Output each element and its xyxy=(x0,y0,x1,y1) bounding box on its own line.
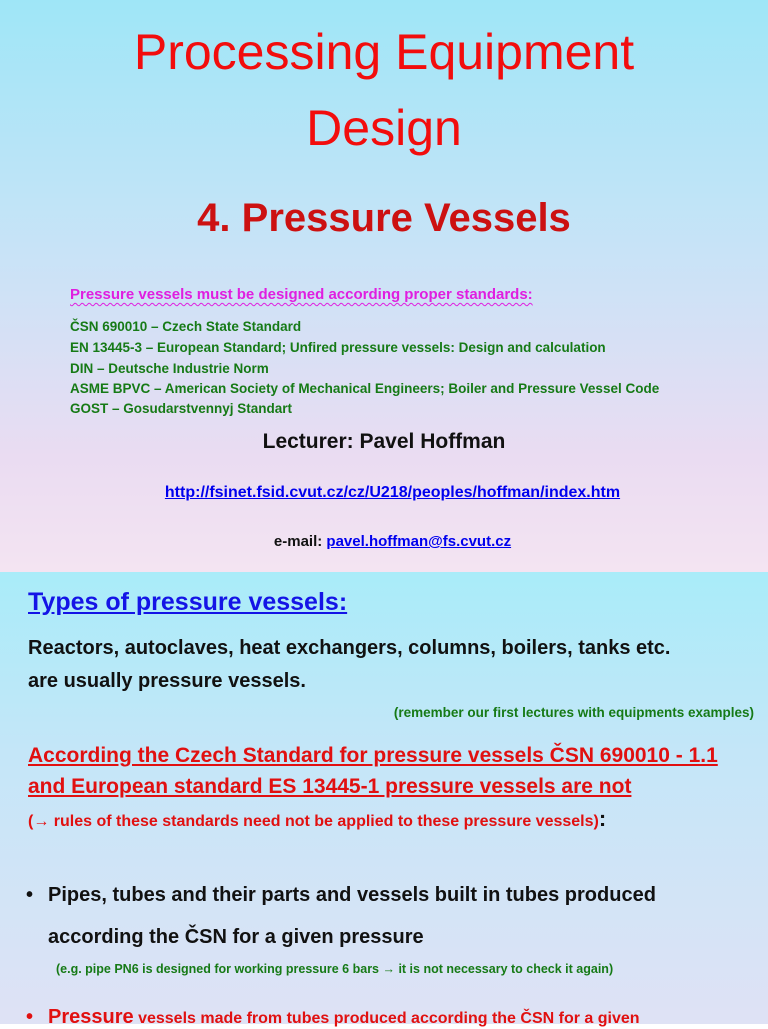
standard-exemption-heading: and European standard ES 13445-1 pressure vessels are not xyxy=(28,775,632,798)
standards-heading: Pressure vessels must be designed according proper standards: xyxy=(70,286,533,303)
bullet-item xyxy=(26,1006,640,1029)
exemption-note-text: rules of these standards need not be applied to these pressure vessels) xyxy=(49,813,599,830)
bullet-emphasis: Pressure xyxy=(48,1006,134,1028)
homepage-link[interactable]: http://fsinet.fsid.cvut.cz/cz/U218/peoples/hoffman/index.htm xyxy=(164,484,621,501)
standard-item: ASME BPVC – American Society of Mechanical Engineers; Boiler and Pressure Vessel Code xyxy=(70,381,660,396)
colon: : xyxy=(598,806,607,831)
standard-exemption-heading: According the Czech Standard for pressure vessels ČSN 690010 - 1.1 xyxy=(28,744,718,767)
exemption-note xyxy=(28,806,606,832)
lecturer-name: Lecturer: Pavel Hoffman xyxy=(262,430,506,453)
bullet-continuation: according the ČSN for a given pressure xyxy=(48,926,424,948)
email-link[interactable]: pavel.hoffman@fs.cvut.cz xyxy=(326,533,512,550)
standard-item: EN 13445-3 – European Standard; Unfired pressure vessels: Design and calculation xyxy=(70,340,606,355)
paren-open: ( xyxy=(28,813,34,830)
bullet-note: (e.g. pipe PN6 is designed for working pressure 6 bars → it is not necessary to check it again) xyxy=(56,962,614,976)
email-label: e-mail: xyxy=(273,533,327,550)
bullet-item xyxy=(26,884,656,907)
arrow-icon: → xyxy=(33,813,50,830)
email-row xyxy=(0,533,768,550)
slide-subtitle: 4. Pressure Vessels xyxy=(197,196,571,240)
standard-item: ČSN 690010 – Czech State Standard xyxy=(70,319,302,334)
intro-line: are usually pressure vessels. xyxy=(28,670,306,692)
intro-note: (remember our first lectures with equipments examples) xyxy=(393,705,754,720)
slide-title-line2: Design xyxy=(306,100,462,156)
bullet-text: Pipes, tubes and their parts and vessels built in tubes produced xyxy=(48,884,656,906)
bullet-dot-icon: • xyxy=(26,1006,34,1028)
standard-item: GOST – Gosudarstvennyj Standart xyxy=(70,401,293,416)
bullet-text: vessels made from tubes produced according the ČSN for a given xyxy=(133,1010,640,1027)
types-heading: Types of pressure vessels: xyxy=(28,588,348,616)
slide-title-line1: Processing Equipment xyxy=(133,24,635,80)
bullet-dot-icon: • xyxy=(26,884,34,906)
standard-item: DIN – Deutsche Industrie Norm xyxy=(70,361,269,376)
intro-line: Reactors, autoclaves, heat exchangers, columns, boilers, tanks etc. xyxy=(28,637,671,659)
